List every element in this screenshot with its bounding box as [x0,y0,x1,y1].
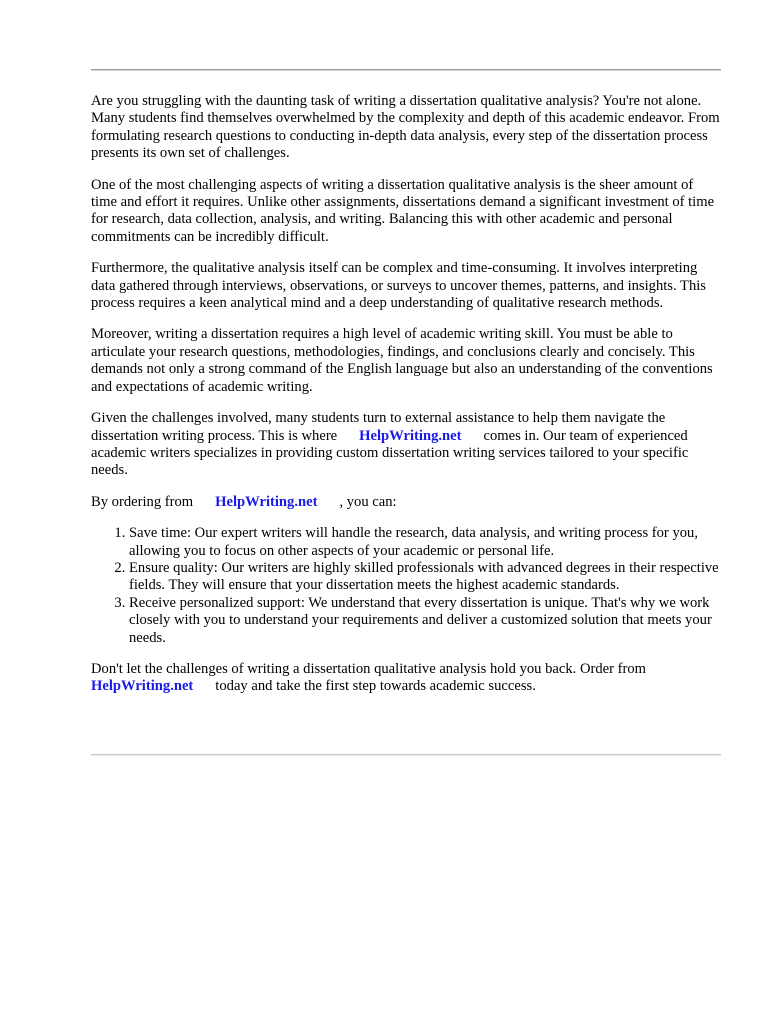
list-item: 1. Save time: Our expert writers will handle the research, data analysis, and writing process for you, allowing you to focus on other aspects of your academic or personal life. [129,525,721,560]
intro-paragraph: Are you struggling with the daunting task of writing a dissertation qualitative analysis? You're not alone. Many students find themselves overwhelmed by the complexity and depth of this academic endeavor. From formulating research questions to conducting in-depth data analysis, every step of the dissertation process presents its own set of challenges. [91,93,720,162]
ordering-text-before: By ordering from [91,493,194,510]
qualitative-analysis-paragraph: Furthermore, the qualitative analysis itself can be complex and time-consuming. It involves interpreting data gathered through interviews, observations, or surveys to uncover themes, patterns, and insights. This process requires a keen analytical mind and a deep understanding of qualitative research methods. [91,260,706,312]
list-item: 2. Ensure quality: Our writers are highly skilled professionals with advanced degrees in their respective fields. They will ensure that your dissertation meets the highest academic standards. [129,560,721,595]
writing-skill-paragraph: Moreover, writing a dissertation requires a high level of academic writing skill. You must be able to articulate your research questions, methodologies, findings, and conclusions clearly and concisely. This demands not only a strong command of the English language but also an understanding of the conventions and expectations of academic writing. [91,326,713,395]
top-divider [91,69,721,71]
assistance-paragraph [91,410,721,480]
closing-text-before: Don't let the challenges of writing a dissertation qualitative analysis hold you back. Order from [91,660,647,677]
time-effort-paragraph: One of the most challenging aspects of writing a dissertation qualitative analysis is the sheer amount of time and effort it requires. Unlike other assignments, dissertations demand a significant investment of time for research, data collection, analysis, and writing. Balancing this with other academic and personal commitments can be incredibly difficult. [91,176,715,245]
ordering-paragraph [91,494,721,511]
benefits-list [91,525,721,647]
list-item: 3. Receive personalized support: We understand that every dissertation is unique. That's why we work closely with you to understand your requirements and deliver a customized solution that meets your needs. [129,595,721,647]
helpwriting-link[interactable]: HelpWriting.net [215,493,318,510]
helpwriting-link[interactable]: HelpWriting.net [91,678,194,695]
bottom-divider [91,754,721,756]
closing-text-after: today and take the first step towards academic success. [215,678,536,695]
assistance-text-before: Given the challenges involved, many students turn to external assistance to help them navigate the dissertation writing process. This is where [91,410,666,444]
closing-paragraph [91,661,721,696]
helpwriting-link[interactable]: HelpWriting.net [359,427,462,444]
ordering-text-after: , you can: [339,493,397,510]
document-body [91,93,721,710]
assistance-text-after: comes in. Our team of experienced academic writers specializes in providing custom dissertation writing services tailored to your specific needs. [91,427,689,479]
